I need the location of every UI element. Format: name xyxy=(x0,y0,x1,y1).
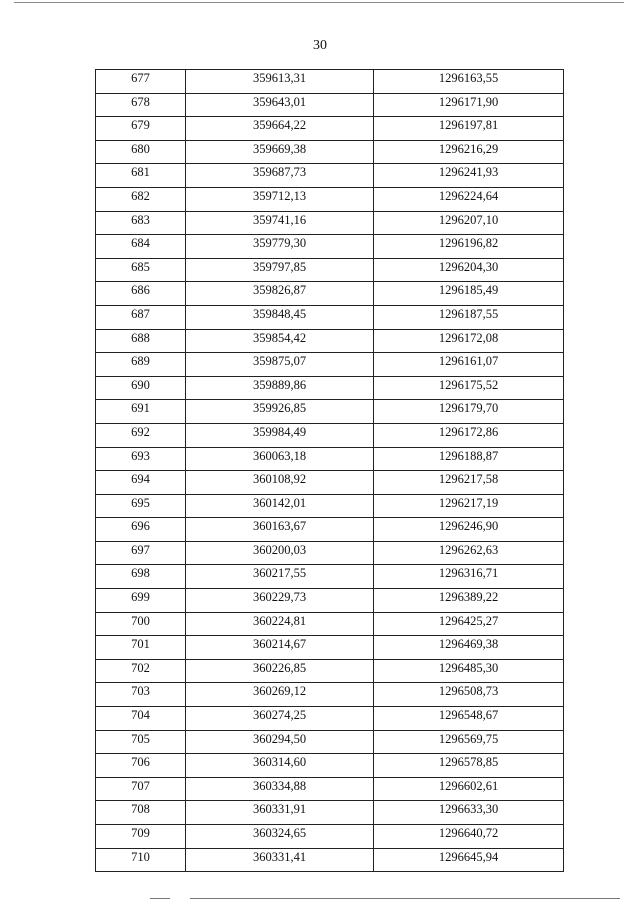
point-number-cell: 677 xyxy=(96,70,186,94)
x-coordinate-cell: 360200,03 xyxy=(186,541,374,565)
y-coordinate-cell: 1296196,82 xyxy=(374,235,564,259)
x-coordinate-cell: 360331,91 xyxy=(186,801,374,825)
y-coordinate-cell: 1296241,93 xyxy=(374,164,564,188)
point-number-cell: 688 xyxy=(96,329,186,353)
x-coordinate-cell: 359854,42 xyxy=(186,329,374,353)
x-coordinate-cell: 359741,16 xyxy=(186,211,374,235)
point-number-cell: 699 xyxy=(96,589,186,613)
y-coordinate-cell: 1296197,81 xyxy=(374,117,564,141)
table-row xyxy=(96,541,564,565)
point-number-cell: 705 xyxy=(96,730,186,754)
x-coordinate-cell: 359826,87 xyxy=(186,282,374,306)
point-number-cell: 698 xyxy=(96,565,186,589)
x-coordinate-cell: 360214,67 xyxy=(186,636,374,660)
point-number-cell: 689 xyxy=(96,353,186,377)
y-coordinate-cell: 1296224,64 xyxy=(374,187,564,211)
y-coordinate-cell: 1296645,94 xyxy=(374,848,564,872)
table-row xyxy=(96,117,564,141)
x-coordinate-cell: 359664,22 xyxy=(186,117,374,141)
x-coordinate-cell: 359712,13 xyxy=(186,187,374,211)
x-coordinate-cell: 360217,55 xyxy=(186,565,374,589)
table-row xyxy=(96,211,564,235)
table-row xyxy=(96,848,564,872)
x-coordinate-cell: 359797,85 xyxy=(186,258,374,282)
table-row xyxy=(96,494,564,518)
table-row xyxy=(96,589,564,613)
point-number-cell: 701 xyxy=(96,636,186,660)
point-number-cell: 685 xyxy=(96,258,186,282)
table-row xyxy=(96,801,564,825)
y-coordinate-cell: 1296569,75 xyxy=(374,730,564,754)
table-row xyxy=(96,423,564,447)
point-number-cell: 684 xyxy=(96,235,186,259)
y-coordinate-cell: 1296469,38 xyxy=(374,636,564,660)
table-row xyxy=(96,471,564,495)
point-number-cell: 692 xyxy=(96,423,186,447)
x-coordinate-cell: 360229,73 xyxy=(186,589,374,613)
point-number-cell: 700 xyxy=(96,612,186,636)
x-coordinate-cell: 360108,92 xyxy=(186,471,374,495)
y-coordinate-cell: 1296179,70 xyxy=(374,400,564,424)
x-coordinate-cell: 360226,85 xyxy=(186,659,374,683)
scan-top-edge-line xyxy=(14,2,624,3)
table-row xyxy=(96,612,564,636)
point-number-cell: 695 xyxy=(96,494,186,518)
y-coordinate-cell: 1296171,90 xyxy=(374,93,564,117)
table-row xyxy=(96,518,564,542)
y-coordinate-cell: 1296163,55 xyxy=(374,70,564,94)
y-coordinate-cell: 1296602,61 xyxy=(374,777,564,801)
y-coordinate-cell: 1296633,30 xyxy=(374,801,564,825)
table-row xyxy=(96,777,564,801)
table-row xyxy=(96,565,564,589)
y-coordinate-cell: 1296548,67 xyxy=(374,707,564,731)
y-coordinate-cell: 1296508,73 xyxy=(374,683,564,707)
x-coordinate-cell: 359875,07 xyxy=(186,353,374,377)
x-coordinate-cell: 360269,12 xyxy=(186,683,374,707)
y-coordinate-cell: 1296640,72 xyxy=(374,825,564,849)
x-coordinate-cell: 359687,73 xyxy=(186,164,374,188)
table-row xyxy=(96,659,564,683)
scan-bottom-mark xyxy=(150,898,170,899)
point-number-cell: 694 xyxy=(96,471,186,495)
point-number-cell: 696 xyxy=(96,518,186,542)
table-row xyxy=(96,329,564,353)
point-number-cell: 708 xyxy=(96,801,186,825)
y-coordinate-cell: 1296578,85 xyxy=(374,754,564,778)
y-coordinate-cell: 1296425,27 xyxy=(374,612,564,636)
page-number: 30 xyxy=(313,38,327,53)
x-coordinate-cell: 360142,01 xyxy=(186,494,374,518)
y-coordinate-cell: 1296389,22 xyxy=(374,589,564,613)
x-coordinate-cell: 360163,67 xyxy=(186,518,374,542)
table-row xyxy=(96,164,564,188)
x-coordinate-cell: 360334,88 xyxy=(186,777,374,801)
point-number-cell: 687 xyxy=(96,305,186,329)
x-coordinate-cell: 360063,18 xyxy=(186,447,374,471)
table-row xyxy=(96,140,564,164)
point-number-cell: 683 xyxy=(96,211,186,235)
table-row xyxy=(96,400,564,424)
point-number-cell: 679 xyxy=(96,117,186,141)
x-coordinate-cell: 359984,49 xyxy=(186,423,374,447)
coordinates-table xyxy=(95,69,564,872)
table-row xyxy=(96,636,564,660)
y-coordinate-cell: 1296172,08 xyxy=(374,329,564,353)
y-coordinate-cell: 1296262,63 xyxy=(374,541,564,565)
table-row xyxy=(96,707,564,731)
x-coordinate-cell: 360324,65 xyxy=(186,825,374,849)
point-number-cell: 682 xyxy=(96,187,186,211)
y-coordinate-cell: 1296188,87 xyxy=(374,447,564,471)
table-row xyxy=(96,305,564,329)
table-row xyxy=(96,70,564,94)
x-coordinate-cell: 360224,81 xyxy=(186,612,374,636)
y-coordinate-cell: 1296316,71 xyxy=(374,565,564,589)
table-row xyxy=(96,683,564,707)
y-coordinate-cell: 1296246,90 xyxy=(374,518,564,542)
x-coordinate-cell: 359889,86 xyxy=(186,376,374,400)
y-coordinate-cell: 1296217,19 xyxy=(374,494,564,518)
table-row xyxy=(96,353,564,377)
table-row xyxy=(96,376,564,400)
x-coordinate-cell: 359926,85 xyxy=(186,400,374,424)
y-coordinate-cell: 1296185,49 xyxy=(374,282,564,306)
table-row xyxy=(96,187,564,211)
x-coordinate-cell: 359613,31 xyxy=(186,70,374,94)
y-coordinate-cell: 1296216,29 xyxy=(374,140,564,164)
table-row xyxy=(96,258,564,282)
x-coordinate-cell: 359779,30 xyxy=(186,235,374,259)
table-row xyxy=(96,825,564,849)
point-number-cell: 710 xyxy=(96,848,186,872)
y-coordinate-cell: 1296175,52 xyxy=(374,376,564,400)
point-number-cell: 707 xyxy=(96,777,186,801)
x-coordinate-cell: 360294,50 xyxy=(186,730,374,754)
point-number-cell: 678 xyxy=(96,93,186,117)
table-row xyxy=(96,730,564,754)
point-number-cell: 706 xyxy=(96,754,186,778)
x-coordinate-cell: 360274,25 xyxy=(186,707,374,731)
y-coordinate-cell: 1296207,10 xyxy=(374,211,564,235)
x-coordinate-cell: 360314,60 xyxy=(186,754,374,778)
point-number-cell: 702 xyxy=(96,659,186,683)
table-row xyxy=(96,282,564,306)
table-row xyxy=(96,754,564,778)
point-number-cell: 681 xyxy=(96,164,186,188)
scan-bottom-edge-line xyxy=(190,898,620,899)
y-coordinate-cell: 1296172,86 xyxy=(374,423,564,447)
point-number-cell: 709 xyxy=(96,825,186,849)
coordinates-table-body xyxy=(96,70,564,872)
point-number-cell: 703 xyxy=(96,683,186,707)
y-coordinate-cell: 1296204,30 xyxy=(374,258,564,282)
x-coordinate-cell: 359669,38 xyxy=(186,140,374,164)
y-coordinate-cell: 1296217,58 xyxy=(374,471,564,495)
point-number-cell: 686 xyxy=(96,282,186,306)
point-number-cell: 697 xyxy=(96,541,186,565)
point-number-cell: 691 xyxy=(96,400,186,424)
point-number-cell: 704 xyxy=(96,707,186,731)
point-number-cell: 690 xyxy=(96,376,186,400)
point-number-cell: 680 xyxy=(96,140,186,164)
table-row xyxy=(96,447,564,471)
table-row xyxy=(96,235,564,259)
point-number-cell: 693 xyxy=(96,447,186,471)
y-coordinate-cell: 1296485,30 xyxy=(374,659,564,683)
x-coordinate-cell: 360331,41 xyxy=(186,848,374,872)
x-coordinate-cell: 359848,45 xyxy=(186,305,374,329)
y-coordinate-cell: 1296161,07 xyxy=(374,353,564,377)
x-coordinate-cell: 359643,01 xyxy=(186,93,374,117)
table-row xyxy=(96,93,564,117)
y-coordinate-cell: 1296187,55 xyxy=(374,305,564,329)
